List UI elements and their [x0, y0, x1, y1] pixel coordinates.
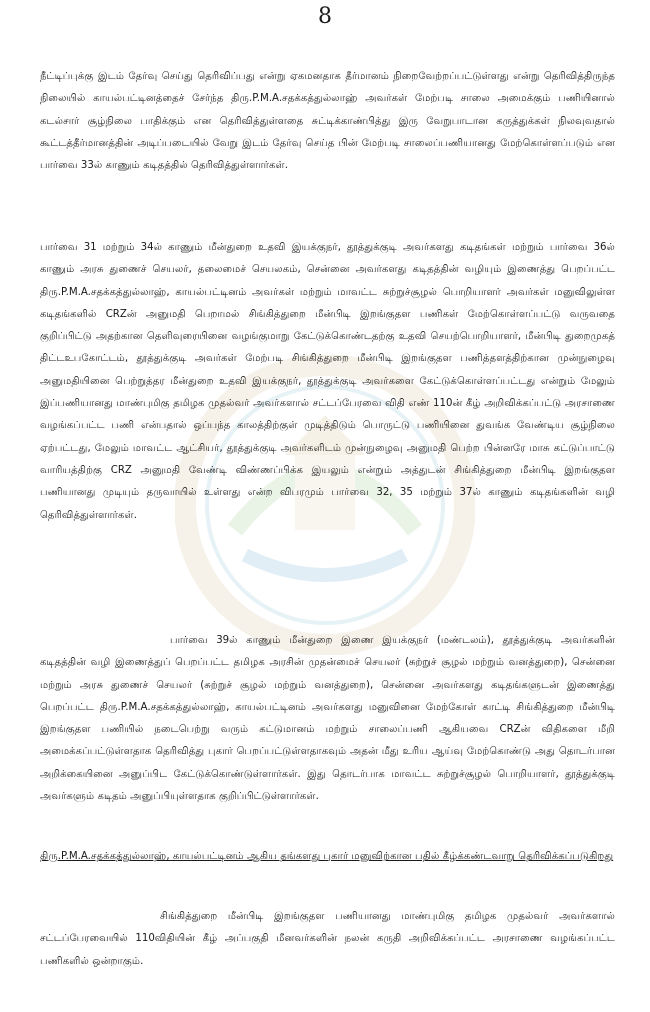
- paragraph-1: நீட்டிப்புக்கு இடம் தேர்வு செய்து தெரிவிப்பது என்று ஏகமனதாக தீர்மானம் நிறைவேற்றப்பட்டுள்ளது என்று தெரிவித்திருந்த நிலையில் காயல்பட்டினத்தைச் சேர்ந்த திரு.P.M.A.சதக்கத்துல்லாஹ் அவர்கள் மேற்படி சாலை அமைக்கும் பணியினால் கடல்சார் சூழ்நிலை பாதிக்கும் என தெரிவித்துள்ளதை சுட்டிக்காண்பித்து இரு வேறுபாடான கருத்துக்கள் நிலவுவதால் கூட்டத்தீர்மானத்தின் அடிப்படையில் வேறு இடம் தேர்வு செய்த பின் மேற்படி சாலைப்பணியானது மேற்கொள்ளப்படும் என பார்வை 33ல் காணும் கடிதத்தில் தெரிவித்துள்ளார்கள்.: [40, 71, 615, 172]
- reply-heading: திரு.P.M.A.சதக்கத்துல்லாஹ், காயல்பட்டினம் ஆகிய தங்களது புகார் மனுவிற்கான பதில் கீழ்க்கண்டவாறு தெரிவிக்கப்படுகிறது: [40, 851, 614, 862]
- paragraph-2: பார்வை 31 மற்றும் 34ல் காணும் மீன்துறை உதவி இயக்குநர், தூத்துக்குடி அவர்களது கடிதங்கள் மற்றும் பார்வை 36ல் காணும் அரசு துணைச் செயலர், தலைமைச் செயலகம், சென்னை அவர்களது கடிதத்தின் வழியும் இணைத்து பெறப்பட்ட திரு.P.M.A.சதக்கத்துல்லாஹ், காயல்பட்டினம் அவர்கள் மற்றும் மாவட்ட சுற்றுச்சூழல் பொறியாளர் அவர்கள் மனுவிலுள்ள கடிதங்களில் CRZன் அனுமதி பெறாமல் சிங்கித்துறை மீன்பிடி இறங்குதள பணிகள் மேற்கொள்ளப்பட்டு வருவதை குறிப்பிட்டு அதற்கான தெளிவுரையினை வழங்குமாறு கேட்டுக்கொண்டதற்கு உதவி செயற்பொறியாளர், மீன்பிடி துறைமுகத் திட்டஉபகோட்டம், தூத்துக்குடி அவர்கள் மேற்படி சிங்கித்துறை மீன்பிடி இறங்குதள பணித்தளத்திற்கான முன்நுழைவு அனுமதியினை பெற்றுத்தர மீன்துறை உதவி இயக்குநர், தூத்துக்குடி அவர்களை கேட்டுக்கொள்ளப்பட்டது என்றும் மேலும் இப்பணியானது மாண்புமிகு தமிழக முதல்வர் அவர்களால் சட்டப்பேரவை விதி எண் 110ன் கீழ் அறிவிக்கப்பட்டு அரசாணை வழங்கப்பட்ட பணி என்பதால் ஒப்பந்த காலத்திற்குள் முடித்திடும் பொருட்டு பணியினை துவங்க வேண்டிய சூழ்நிலை ஏற்பட்டது, மேலும் மாவட்ட ஆட்சியர், தூத்துக்குடி அவர்களிடம் முன்நுழைவு அனுமதி பெற்ற பின்னரே மாசு கட்டுப்பாட்டு வாரியத்திற்கு CRZ அனுமதி வேண்டி விண்ணப்பிக்க இயலும் என்றும் அத்துடன் சிங்கித்துறை மீன்பிடி இறங்குதள பணியானது முடியும் தருவாயில் உள்ளது என்ற விபரமும் பார்வை 32, 35 மற்றும் 37ல் காணும் கடிதங்களின் வழி தெரிவித்துள்ளார்கள்.: [40, 242, 615, 521]
- paragraph-4: சிங்கித்துறை மீன்பிடி இறங்குதள பணியானது மாண்புமிகு தமிழக முதல்வர் அவர்களால் சட்டப்பேரவையில் 110விதியின் கீழ் அப்பகுதி மீனவர்களின் நலன் கருதி அறிவிக்கப்பட்ட அரசாணை வழங்கப்பட்ட பணிகளில் ஒன்றாகும்.: [40, 911, 615, 967]
- page-number: 8: [318, 4, 332, 29]
- paragraph-3: பார்வை 39ல் காணும் மீன்துறை இணை இயக்குநர் (மண்டலம்), தூத்துக்குடி அவர்களின் கடிதத்தின் வழி இணைத்துப் பெறப்பட்ட தமிழக அரசின் முதன்மைச் செயலர் (சுற்றுச் சூழல் மற்றும் வனத்துறை), சென்னை மற்றும் அரசு துணைச் செயலர் (சுற்றுச் சூழல் மற்றும் வனத்துறை), சென்னை அவர்களது கடிதங்களுடன் இணைத்து பெறப்பட்ட திரு.P.M.A.சதக்கத்துல்லாஹ், காயல்பட்டினம் அவர்களது மனுவினை மேற்கோள் காட்டி சிங்கித்துறை மீன்பிடி இறங்குதள பணியில் நடைபெற்று வரும் கட்டுமானம் மற்றும் சாலைப்பணி ஆகியவை CRZன் விதிகளை மீறி அமைக்கப்பட்டுள்ளதாக தெரிவித்து புகார் பெறப்பட்டுள்ளதாகவும் அதன் மீது உரிய ஆய்வு மேற்கொண்டு அது தொடர்பான அறிக்கையினை அனுப்பிட கேட்டுக்கொண்டுள்ளார்கள். இது தொடர்பாக மாவட்ட சுற்றுச்சூழல் பொறியாளர், தூத்துக்குடி அவர்களும் கடிதம் அனுப்பியுள்ளதாக குறிப்பிட்டுள்ளார்கள்.: [40, 635, 615, 803]
